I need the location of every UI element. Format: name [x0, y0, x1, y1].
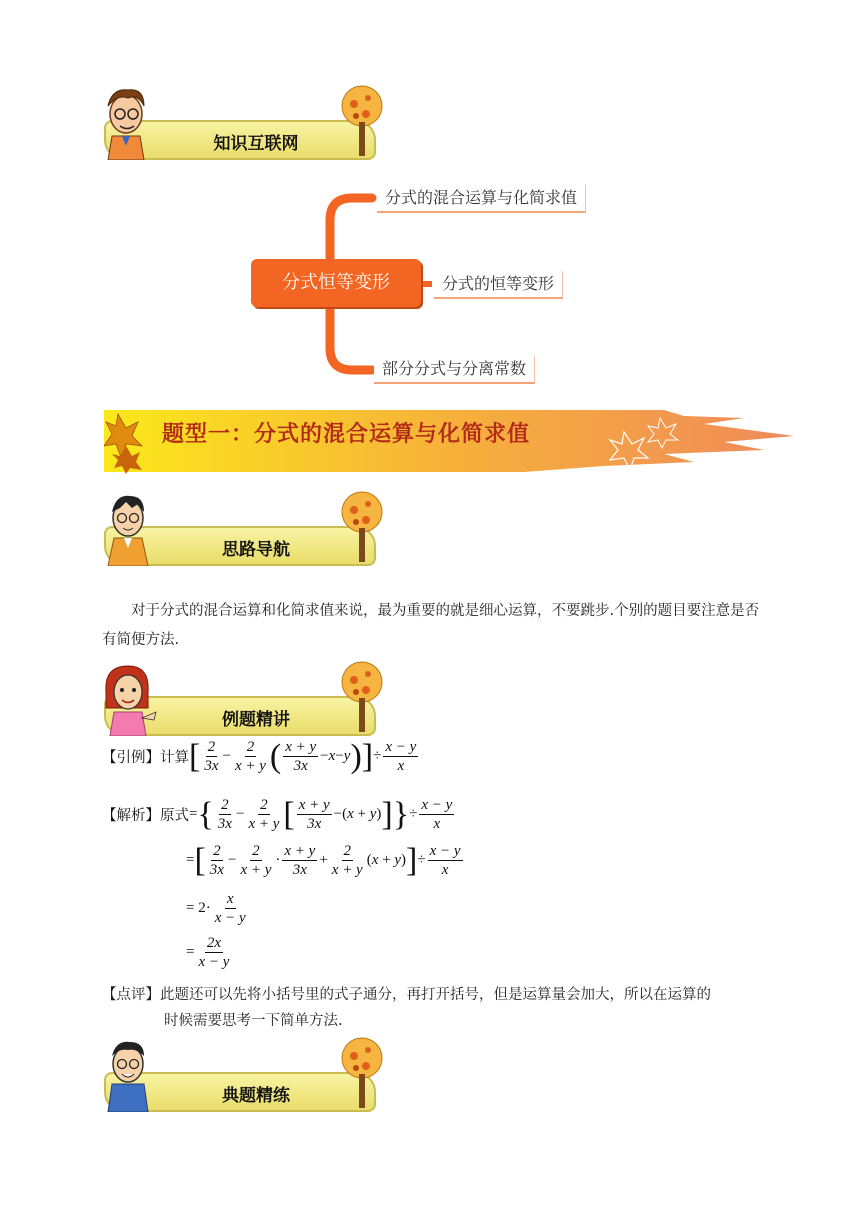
comment-line-1: 【点评】此题还可以先将小括号里的式子通分，再打开括号，但是运算量会加大，所以在运算的 — [102, 987, 711, 1003]
solution-line-2: = [ $\frac{2}{3x}$ − $\frac{2}{x + y}$ · $\frac{x + y}{3x}$ + $\frac{2}{x + y}$ (x + y) ] ÷ $\frac{x - y}{x}$ — [186, 841, 461, 879]
solution-line-4: = $\frac{2x}{x - y}$ — [186, 935, 230, 970]
cartoon-teacher-icon — [98, 84, 158, 160]
solution-line-1: 【解析】 原式 = { $\frac{2}{3x}$ − $\frac{2}{x + y}$ [ $\frac{x + y}{3x}$ −(x + y) ] } ÷ $\frac{x - y}{x}$ — [102, 795, 453, 833]
section-banner-examples — [98, 660, 388, 736]
mindmap-branch-2: 分式的恒等变形 — [434, 271, 563, 299]
solution-tag: 【解析】 — [102, 808, 160, 824]
approach-text: 对于分式的混合运算和化简求值来说，最为重要的就是细心运算，不要跳步.个别的题目要注意是否有简便方法. — [102, 603, 760, 648]
section-banner-approach — [98, 490, 388, 566]
banner-label: 思路导航 — [222, 540, 290, 560]
section-banner-knowledge — [98, 84, 388, 160]
cartoon-boy-icon — [98, 1036, 158, 1112]
section-banner-practice — [98, 1036, 388, 1112]
comment-tag: 【点评】 — [102, 987, 160, 1003]
banner-label: 知识互联网 — [213, 134, 299, 154]
comment-block — [102, 982, 762, 1034]
cartoon-woman-icon — [98, 660, 158, 736]
example-tag: 【引例】 — [102, 750, 160, 766]
mindmap-root: 分式恒等变形 — [251, 259, 421, 307]
banner-label: 典题精练 — [222, 1086, 290, 1106]
type-title: 题型一：分式的混合运算与化简求值 — [162, 422, 531, 447]
mindmap-branch-1: 分式的混合运算与化简求值 — [377, 185, 586, 213]
approach-paragraph — [102, 597, 762, 655]
comment-line-2: 时候需要思考一下简单方法. — [164, 1013, 343, 1029]
banner-label: 例题精讲 — [222, 710, 290, 730]
example-prompt: 计算 — [160, 750, 189, 766]
mindmap-branch-3: 部分分式与分离常数 — [374, 356, 535, 384]
solution-line-3: = 2· $\frac{x}{x - y}$ — [186, 891, 246, 926]
solution-lead: 原式 — [160, 808, 189, 824]
example-problem: 【引例】 计算 [ $\frac{2}{3x}$ − $\frac{2}{x + y}$ ( $\frac{x + y}{3x}$ −x−y ) ] ÷ $\frac{x - y}{x}$ — [102, 737, 417, 775]
cartoon-student-icon — [98, 490, 158, 566]
